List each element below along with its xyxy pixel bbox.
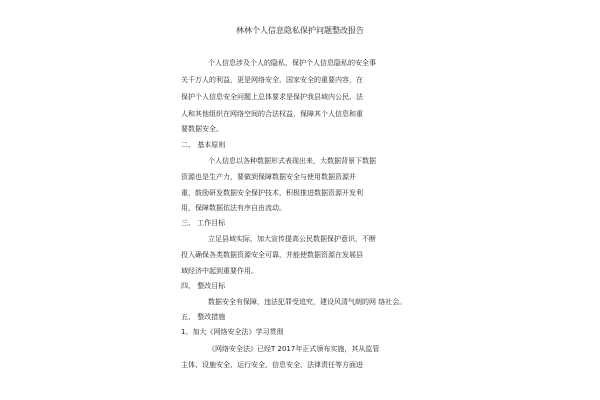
- rectification-goals-line-1: 数据安全有保障，违法犯罪受追究，建设风清气朗的网 络社会。: [208, 298, 407, 306]
- principles-line-1: 个人信息以各种数据形式表现出来，大数据背景下数据: [208, 157, 376, 165]
- intro-line-4: 人和其他组织在网络空间的合法权益，保障其个人信息和重: [181, 110, 363, 118]
- goals-line-2: 投入确保各类数据资源安全可靠，并能使数据资源在发展县: [181, 251, 363, 259]
- subsection-line-1: 《网络安全法》已经T 2017年正式颁布实施，其从监管: [208, 345, 380, 353]
- principles-line-4: 用，保障数据依法有序自由流动。: [181, 204, 286, 212]
- intro-line-3: 保护个人信息安全问题上总体要求是保护我县域内公民、法: [181, 93, 363, 101]
- section-heading-goals: 三、 工作目标: [181, 219, 226, 227]
- document-title: 林林个人信息隐私保护问题整改报告: [236, 26, 364, 35]
- intro-line-5: 要数据安全。: [181, 125, 223, 133]
- subsection-heading: 1、加大《网络安全法》学习贯彻: [181, 328, 284, 336]
- intro-line-1: 个人信息涉及个人的隐私，保护个人信息隐私的安全事: [208, 59, 376, 67]
- intro-line-2: 关千万人的利益，更是网络安全、国家安全的重要内容，在: [181, 76, 363, 84]
- goals-line-3: 域经济中起到重要作用。: [181, 267, 258, 275]
- section-heading-measures: 五、 整改措施: [181, 313, 226, 321]
- section-heading-principles: 二、 基本原则: [181, 141, 226, 149]
- principles-line-3: 重，鼓励研发数据安全保护技术，积极推进数据资源开发利: [181, 189, 363, 197]
- principles-line-2: 资源也是生产力，要做到保障数据安全与使用数据资源并: [181, 173, 356, 181]
- goals-line-1: 立足县域实际，加大宣传提高公民数据保护意识，不断: [208, 235, 376, 243]
- section-heading-rectification-goals: 四、 整改目标: [181, 282, 226, 290]
- subsection-line-2: 主体、设施安全、运行安全、信息安全、法律责任等方面进: [181, 361, 363, 369]
